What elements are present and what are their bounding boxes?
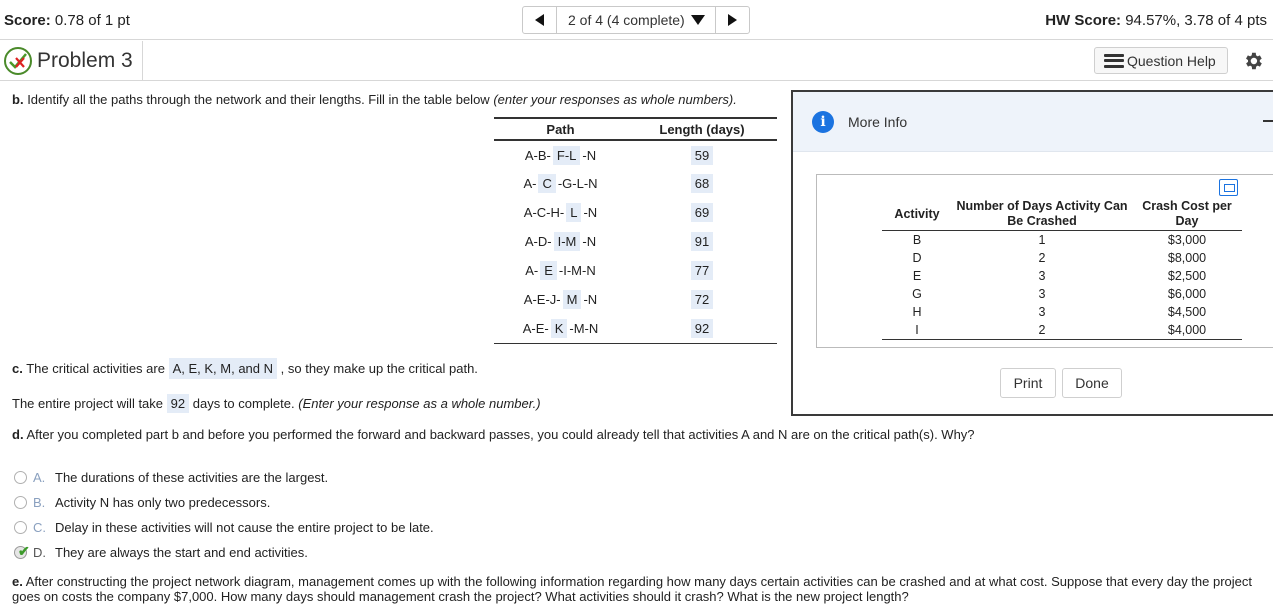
choice-text: Delay in these activities will not cause the entire project to be late. (55, 520, 434, 535)
part-e-prompt (12, 574, 1268, 604)
crash-data-table (882, 197, 1242, 340)
critical-activities-answer[interactable]: A, E, K, M, and N (169, 358, 277, 379)
triangle-down-icon (691, 15, 705, 25)
top-bar (0, 0, 1273, 40)
part-d-text: After you completed part b and before you performed the forward and backward passes, you could already tell that activities A and N are on the critical path(s). Why? (26, 427, 975, 442)
path-cell (494, 314, 627, 343)
cost-cell: $6,000 (1167, 287, 1207, 301)
days-cell: 3 (1038, 305, 1046, 319)
crash-row (882, 285, 1242, 303)
choice-text: The durations of these activities are the largest. (55, 470, 329, 485)
choice-letter: C. (33, 520, 46, 535)
radio-button[interactable] (14, 496, 27, 509)
path-cell (494, 256, 627, 285)
cost-cell: $4,500 (1167, 305, 1207, 319)
hw-score (1045, 12, 1267, 29)
activity-cell: B (912, 233, 922, 247)
length-cell (627, 169, 777, 198)
part-b-prompt (12, 92, 737, 107)
path-answer-field[interactable]: F-L (553, 146, 581, 165)
path-answer-field[interactable]: M (563, 290, 582, 309)
choice-c[interactable] (14, 515, 434, 540)
next-question-button[interactable] (715, 7, 749, 33)
path-suffix: -I-M-N (558, 263, 596, 278)
path-row (494, 256, 777, 285)
path-answer-field[interactable]: C (538, 174, 555, 193)
part-b-text: Identify all the paths through the network and their lengths. Fill in the table below (27, 92, 490, 107)
path-suffix: -G-L-N (557, 176, 598, 191)
path-prefix: A- (525, 263, 539, 278)
cost-cell: $2,500 (1167, 269, 1207, 283)
part-c-text-before: The critical activities are (26, 361, 165, 376)
path-suffix: -M-N (569, 320, 599, 336)
crash-row (882, 267, 1242, 285)
length-cell (627, 140, 777, 169)
length-cell (627, 314, 777, 343)
length-cell (627, 285, 777, 314)
length-cell (627, 198, 777, 227)
triangle-right-icon (728, 14, 737, 26)
path-suffix: -N (583, 292, 598, 307)
length-cell (627, 227, 777, 256)
part-d-label: d. (12, 427, 24, 442)
part-c-prompt (12, 358, 478, 379)
path-cell (494, 285, 627, 314)
path-prefix: A-E- (522, 320, 549, 336)
path-cell (494, 169, 627, 198)
days-cell: 2 (1038, 251, 1046, 265)
crash-row (882, 231, 1242, 250)
choice-text: Activity N has only two predecessors. (55, 495, 271, 510)
part-d-prompt (12, 427, 975, 442)
days-cell: 1 (1038, 233, 1046, 247)
choice-b[interactable] (14, 490, 434, 515)
activity-cell: G (912, 287, 922, 301)
length-column-header: Length (days) (627, 118, 777, 140)
crash-row (882, 321, 1242, 340)
project-duration-prompt (12, 394, 541, 413)
activity-cell: D (912, 251, 922, 265)
path-suffix: -N (582, 147, 597, 163)
problem-title (0, 41, 143, 80)
question-help-label: Question Help (1127, 52, 1216, 69)
project-duration-answer[interactable]: 92 (167, 394, 189, 413)
problem-title-text: Problem 3 (37, 48, 133, 72)
copy-to-clipboard-icon[interactable] (1219, 179, 1238, 196)
length-answer-field[interactable]: 77 (691, 261, 713, 280)
previous-question-button[interactable] (523, 7, 557, 33)
length-cell (627, 256, 777, 285)
path-suffix: -N (582, 234, 597, 249)
total-hint: (Enter your response as a whole number.) (298, 396, 541, 411)
total-text-before: The entire project will take (12, 396, 164, 411)
more-info-dialog (791, 90, 1273, 416)
path-row (494, 169, 777, 198)
radio-button[interactable] (14, 521, 27, 534)
question-help-button[interactable] (1094, 47, 1228, 74)
path-answer-field[interactable]: E (540, 261, 557, 280)
path-row (494, 285, 777, 314)
days-cell: 3 (1038, 287, 1046, 301)
cost-cell: $8,000 (1167, 251, 1207, 265)
path-row (494, 140, 777, 169)
part-b-label: b. (12, 92, 24, 107)
score-label: Score: (4, 12, 51, 29)
activity-cell: I (882, 321, 952, 340)
gear-icon[interactable] (1242, 50, 1264, 72)
path-answer-field[interactable]: K (551, 319, 568, 338)
problem-bar (0, 41, 1273, 81)
dialog-header (793, 92, 1273, 152)
length-answer-field[interactable]: 68 (691, 174, 713, 193)
hw-score-label: HW Score: (1045, 12, 1122, 29)
activity-cell: H (912, 305, 922, 319)
question-navigator (522, 6, 750, 34)
length-answer-field[interactable]: 92 (691, 319, 713, 338)
path-row (494, 314, 777, 343)
cost-cell: $3,000 (1167, 233, 1207, 247)
choice-letter: D. (33, 545, 46, 560)
part-b-hint: (enter your responses as whole numbers). (493, 92, 737, 107)
cost-cell: $4,000 (1132, 321, 1242, 340)
path-suffix: -N (583, 205, 598, 220)
path-row (494, 198, 777, 227)
activity-column-header: Activity (882, 197, 952, 231)
days-cell: 3 (1038, 269, 1046, 283)
length-answer-field[interactable]: 91 (691, 232, 713, 251)
partial-credit-icon (4, 47, 32, 75)
choice-text: They are always the start and end activities. (55, 545, 308, 560)
path-cell (494, 227, 627, 256)
crash-row (882, 249, 1242, 267)
minimize-icon[interactable] (1263, 120, 1273, 122)
checkmark-icon: ✔ (18, 543, 30, 559)
days-crashed-column-header: Number of Days Activity Can Be Crashed (952, 197, 1132, 231)
total-text-after: days to complete. (192, 396, 295, 411)
done-button[interactable]: Done (1062, 368, 1122, 398)
days-cell: 2 (952, 321, 1132, 340)
score (4, 12, 130, 29)
list-icon (1104, 54, 1124, 68)
part-c-label: c. (12, 361, 23, 376)
path-answer-field[interactable]: I-M (554, 232, 581, 251)
path-prefix: A-B- (524, 147, 551, 163)
part-e-label: e. (12, 574, 23, 589)
path-answer-field[interactable]: L (566, 203, 581, 222)
choice-letter: B. (33, 495, 46, 510)
length-answer-field[interactable]: 72 (691, 290, 713, 309)
length-answer-field[interactable]: 69 (691, 203, 713, 222)
length-answer-field[interactable]: 59 (691, 146, 713, 165)
part-c-text-after: , so they make up the critical path. (280, 361, 478, 376)
radio-button[interactable] (14, 471, 27, 484)
crash-cost-column-header: Crash Cost per Day (1132, 197, 1242, 231)
paths-table (494, 117, 777, 344)
choice-letter: A. (33, 470, 46, 485)
part-e-text: After constructing the project network diagram, management comes up with the following information regarding how many days certain activities can be crashed and at what cost. Suppose that every day the project goes on costs the company $7,000. How many days should management crash the project? What activities should it crash? What is the new project length? (12, 574, 1253, 604)
score-value: 0.78 of 1 pt (54, 12, 130, 29)
question-position: 2 of 4 (4 complete) (568, 12, 685, 28)
triangle-left-icon (535, 14, 544, 26)
path-row (494, 227, 777, 256)
question-selector[interactable] (557, 7, 715, 33)
path-cell (494, 140, 627, 169)
path-cell (494, 198, 627, 227)
path-prefix: A-D- (524, 234, 552, 249)
path-prefix: A-C-H- (523, 205, 565, 220)
part-d-choices (14, 465, 434, 565)
path-prefix: A- (523, 176, 537, 191)
dialog-title: More Info (848, 114, 908, 130)
path-prefix: A-E-J- (523, 292, 561, 307)
path-column-header: Path (494, 118, 627, 140)
info-icon: i (812, 111, 834, 133)
hw-score-value: 94.57%, 3.78 of 4 pts (1125, 12, 1267, 29)
radio-button-selected[interactable] (14, 543, 30, 559)
choice-d[interactable] (14, 540, 434, 565)
print-button[interactable]: Print (1000, 368, 1056, 398)
crash-row (882, 303, 1242, 321)
choice-a[interactable] (14, 465, 434, 490)
activity-cell: E (912, 269, 922, 283)
